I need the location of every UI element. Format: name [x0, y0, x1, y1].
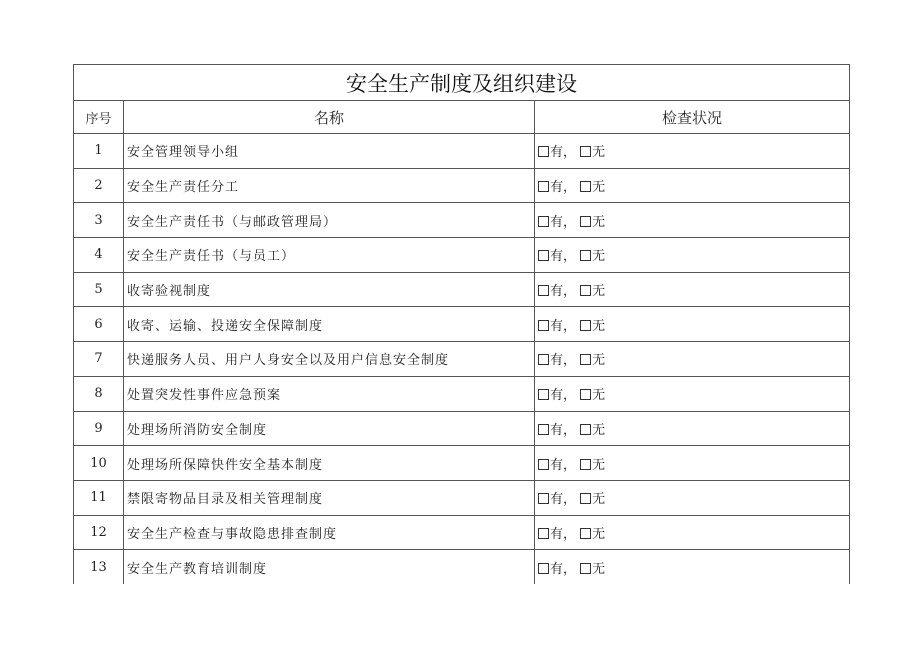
table-row — [74, 272, 850, 307]
checkbox-yes[interactable] — [538, 216, 549, 227]
option-yes-label: 有， — [550, 145, 577, 161]
option-yes-label: 有， — [550, 180, 577, 196]
system-table — [73, 64, 850, 584]
checkbox-yes[interactable] — [538, 250, 549, 261]
row-seq: 10 — [74, 446, 124, 481]
option-yes-label: 有， — [550, 214, 577, 230]
checkbox-no[interactable] — [580, 493, 591, 504]
option-yes-label: 有， — [550, 318, 577, 334]
checkbox-yes[interactable] — [538, 285, 549, 296]
row-seq: 1 — [74, 134, 124, 169]
option-no-label: 无 — [592, 457, 606, 473]
option-no-label: 无 — [592, 214, 606, 230]
option-no-label: 无 — [592, 249, 606, 265]
option-no-label: 无 — [592, 145, 606, 161]
row-name: 禁限寄物品目录及相关管理制度 — [124, 480, 535, 515]
option-yes-label: 有， — [550, 492, 577, 508]
checkbox-no[interactable] — [580, 216, 591, 227]
row-check — [535, 515, 850, 550]
header-name: 名称 — [124, 101, 535, 134]
row-name: 安全生产责任书（与邮政管理局） — [124, 203, 535, 238]
checkbox-no[interactable] — [580, 563, 591, 574]
option-yes-label: 有， — [550, 422, 577, 438]
option-yes-label: 有， — [550, 249, 577, 265]
row-seq: 7 — [74, 342, 124, 377]
table-row — [74, 134, 850, 169]
option-yes-label: 有， — [550, 353, 577, 369]
title-row — [74, 65, 850, 101]
checkbox-no[interactable] — [580, 285, 591, 296]
row-check — [535, 168, 850, 203]
row-name: 处置突发性事件应急预案 — [124, 376, 535, 411]
row-check — [535, 238, 850, 273]
row-check — [535, 376, 850, 411]
header-seq: 序号 — [74, 101, 124, 134]
header-check: 检查状况 — [535, 101, 850, 134]
row-check — [535, 307, 850, 342]
row-name: 处理场所消防安全制度 — [124, 411, 535, 446]
table-body — [74, 65, 850, 584]
table-row — [74, 446, 850, 481]
header-row — [74, 101, 850, 134]
row-seq: 11 — [74, 480, 124, 515]
row-name: 收寄验视制度 — [124, 272, 535, 307]
row-check — [535, 272, 850, 307]
option-yes-label: 有， — [550, 388, 577, 404]
row-name: 安全生产责任分工 — [124, 168, 535, 203]
table-row — [74, 480, 850, 515]
document-title: 安全生产制度及组织建设 — [74, 65, 850, 101]
option-yes-label: 有， — [550, 284, 577, 300]
checkbox-no[interactable] — [580, 389, 591, 400]
checkbox-no[interactable] — [580, 459, 591, 470]
option-no-label: 无 — [592, 284, 606, 300]
table-row — [74, 238, 850, 273]
table-row — [74, 515, 850, 550]
option-yes-label: 有， — [550, 561, 577, 577]
checkbox-no[interactable] — [580, 320, 591, 331]
row-name: 安全生产教育培训制度 — [124, 550, 535, 584]
row-seq: 12 — [74, 515, 124, 550]
row-name: 安全生产检查与事故隐患排查制度 — [124, 515, 535, 550]
row-check — [535, 203, 850, 238]
row-seq: 9 — [74, 411, 124, 446]
checkbox-no[interactable] — [580, 354, 591, 365]
row-check — [535, 480, 850, 515]
checkbox-no[interactable] — [580, 424, 591, 435]
table-row — [74, 307, 850, 342]
row-name: 处理场所保障快件安全基本制度 — [124, 446, 535, 481]
checkbox-yes[interactable] — [538, 459, 549, 470]
row-seq: 2 — [74, 168, 124, 203]
checkbox-yes[interactable] — [538, 181, 549, 192]
option-no-label: 无 — [592, 492, 606, 508]
table-row — [74, 342, 850, 377]
row-seq: 5 — [74, 272, 124, 307]
checkbox-yes[interactable] — [538, 389, 549, 400]
option-no-label: 无 — [592, 180, 606, 196]
option-no-label: 无 — [592, 526, 606, 542]
checkbox-no[interactable] — [580, 146, 591, 157]
table-row — [74, 376, 850, 411]
row-check — [535, 134, 850, 169]
option-no-label: 无 — [592, 422, 606, 438]
row-name: 收寄、运输、投递安全保障制度 — [124, 307, 535, 342]
row-seq: 13 — [74, 550, 124, 584]
checkbox-no[interactable] — [580, 250, 591, 261]
row-check — [535, 342, 850, 377]
row-name: 安全生产责任书（与员工） — [124, 238, 535, 273]
option-yes-label: 有， — [550, 457, 577, 473]
option-yes-label: 有， — [550, 526, 577, 542]
table-row — [74, 411, 850, 446]
option-no-label: 无 — [592, 353, 606, 369]
row-check — [535, 411, 850, 446]
checkbox-yes[interactable] — [538, 563, 549, 574]
row-seq: 4 — [74, 238, 124, 273]
row-check — [535, 446, 850, 481]
row-seq: 3 — [74, 203, 124, 238]
table-row — [74, 168, 850, 203]
option-no-label: 无 — [592, 318, 606, 334]
table-row — [74, 550, 850, 584]
checkbox-no[interactable] — [580, 181, 591, 192]
row-seq: 8 — [74, 376, 124, 411]
table-row — [74, 203, 850, 238]
row-seq: 6 — [74, 307, 124, 342]
row-name: 安全管理领导小组 — [124, 134, 535, 169]
checkbox-yes[interactable] — [538, 424, 549, 435]
row-check — [535, 550, 850, 584]
checkbox-yes[interactable] — [538, 528, 549, 539]
option-no-label: 无 — [592, 388, 606, 404]
checkbox-yes[interactable] — [538, 493, 549, 504]
checkbox-no[interactable] — [580, 528, 591, 539]
checkbox-yes[interactable] — [538, 146, 549, 157]
option-no-label: 无 — [592, 561, 606, 577]
checkbox-yes[interactable] — [538, 320, 549, 331]
checkbox-yes[interactable] — [538, 354, 549, 365]
row-name: 快递服务人员、用户人身安全以及用户信息安全制度 — [124, 342, 535, 377]
